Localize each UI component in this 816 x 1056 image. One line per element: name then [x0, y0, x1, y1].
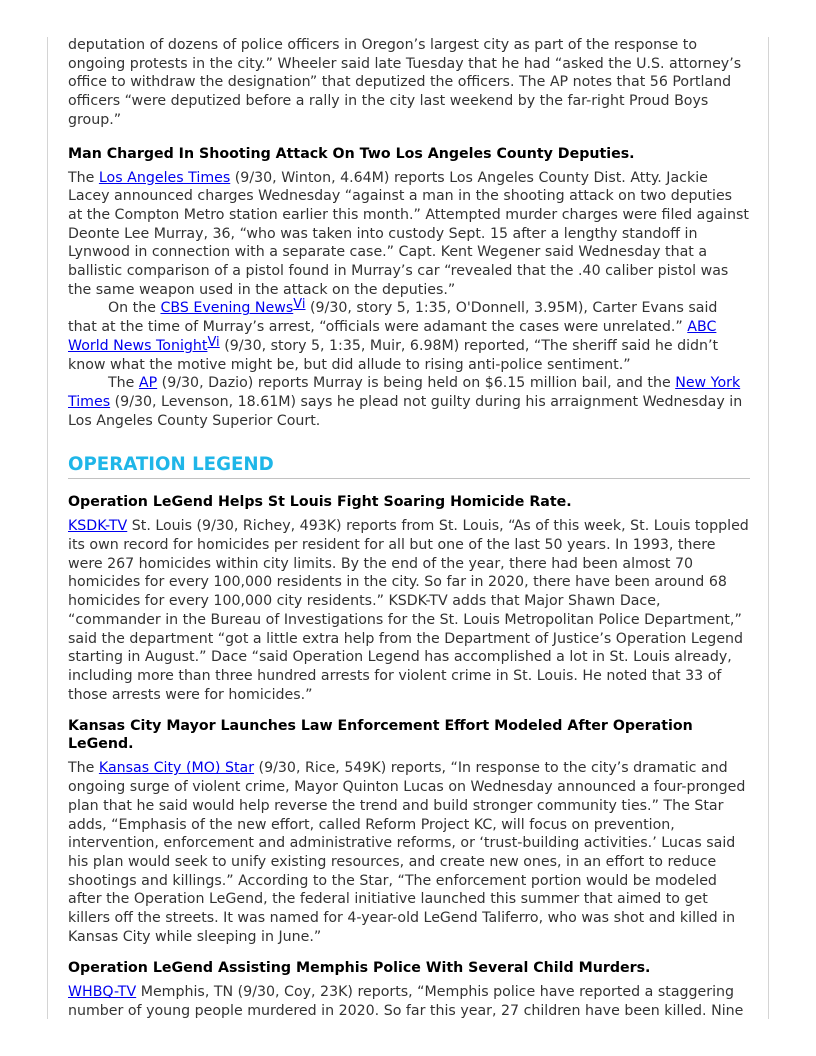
article-headline-kansas-city: Kansas City Mayor Launches Law Enforcement Effort Modeled After Operation LeGend. [68, 718, 693, 753]
article-kansas-city-paragraph: The Kansas City (MO) Star (9/30, Rice, 549K) reports, “In response to the city’s dramatic and ongoing surge of violent crime, Mayor Quinton Lucas on Wednesday announced a four-pronged plan that he said would help reverse the trend and build stronger community ties.” The Star adds, “Emphasis of the new effort, called Reform Project KC, will focus on prevention, intervention, enforcement and administrative reforms, or ‘trust-building activities.’ Lucas said his plan would seek to unify existing resources, and create new ones, in an effort to reduce shootings and killings.” According to the Star, “The enforcement portion would be modeled after the Operation LeGend, the federal initiative launched this summer that aimed to get killers off the streets. It was named for 4-year-old LeGend Taliferro, who was shot and killed in Kansas City while sleeping in June.” [68, 760, 746, 945]
link-whbq-tv[interactable]: WHBQ-TV [68, 984, 137, 1001]
page-border-right [768, 37, 769, 1019]
section-title-operation-legend: OPERATION LEGEND [68, 454, 750, 479]
link-new-york-times[interactable]: New York Times [68, 375, 741, 410]
link-abc-world-news-tonight[interactable]: ABC World News Tonight [68, 319, 717, 354]
video-icon-cbs[interactable]: Vi [293, 297, 306, 313]
intro-paragraph: deputation of dozens of police officers in Oregon’s largest city as part of the response to ongoing protests in the city.” Wheeler said late Tuesday that he had “asked the U.S. attorney’s office to withdraw the designation” that deputized the officers. The AP notes that 56 Portland officers “were deputized before a rally in the city last weekend by the far-right Proud Boys group.” [68, 37, 742, 128]
article-la-deputies-paragraph-3: The AP (9/30, Dazio) reports Murray is being held on $6.15 million bail, and the New York Times (9/30, Levenson, 18.61M) says he plead not guilty during his arraignment Wednesday in Los Angeles County Superior Court. [68, 375, 743, 429]
article-memphis-paragraph: WHBQ-TV Memphis, TN (9/30, Coy, 23K) reports, “Memphis police have reported a staggering number of young people murdered in 2020. So far this year, 27 children have been killed. Nine [68, 984, 744, 1020]
link-ksdk-tv[interactable]: KSDK-TV [68, 518, 128, 535]
article-la-deputies-paragraph-1: The Los Angeles Times (9/30, Winton, 4.64M) reports Los Angeles County Dist. Atty. Jackie Lacey announced charges Wednesday “against a man in the shooting attack on two deputies at the Compton Metro station earlier this month.” Attempted murder charges were filed against Deonte Lee Murray, 36, “who was taken into custody Sept. 15 after a lengthy standoff in Lynwood in connection with a separate case.” Capt. Kent Wegener said Wednesday that a ballistic comparison of a pistol found in Murray’s car “revealed that the .40 caliber pistol was the same weapon used in the attack on the deputies.” [68, 169, 749, 298]
link-kansas-city-star[interactable]: Kansas City (MO) Star [98, 760, 255, 777]
link-los-angeles-times[interactable]: Los Angeles Times [98, 169, 231, 186]
article-headline-la-deputies: Man Charged In Shooting Attack On Two Los Angeles County Deputies. [68, 145, 635, 162]
article-la-deputies-paragraph-2: On the CBS Evening NewsVi (9/30, story 5, 1:35, O'Donnell, 3.95M), Carter Evans said that at the time of Murray’s arrest, “officials were adamant the cases were unrelated.” ABC World News TonightVi (9/30, story 5, 1:35, Muir, 6.98M) reported, “The sheriff said he didn’t know what the motive might be, but did allude to rising anti-police sentiment.” [68, 297, 719, 373]
article-st-louis-paragraph: KSDK-TV St. Louis (9/30, Richey, 493K) reports from St. Louis, “As of this week, St. Louis toppled its own record for homicides per resident for all but one of the last 50 years. In 1993, there were 267 homicides within city limits. By the end of the year, there had been almost 70 homicides for every 100,000 residents in the city. So far in 2020, there have been around 68 homicides for every 100,000 city residents.” KSDK-TV adds that Major Shawn Dace, “commander in the Bureau of Investigations for the St. Louis Metropolitan Police Department,” said the department “got a little extra help from the Department of Justice’s Operation Legend starting in August.” Dace “said Operation Legend has accomplished a lot in St. Louis already, including more than three hundred arrests for violent crime in St. Louis. He noted that 33 of those arrests were for homicides.” [68, 518, 749, 703]
article-headline-st-louis: Operation LeGend Helps St Louis Fight Soaring Homicide Rate. [68, 494, 572, 511]
video-icon-abc[interactable]: Vi [207, 334, 220, 350]
article-headline-memphis: Operation LeGend Assisting Memphis Police With Several Child Murders. [68, 960, 651, 977]
link-ap[interactable]: AP [138, 375, 158, 392]
document-body [68, 36, 750, 1021]
link-cbs-evening-news[interactable]: CBS Evening News [160, 300, 294, 317]
page-border-left [47, 37, 48, 1019]
